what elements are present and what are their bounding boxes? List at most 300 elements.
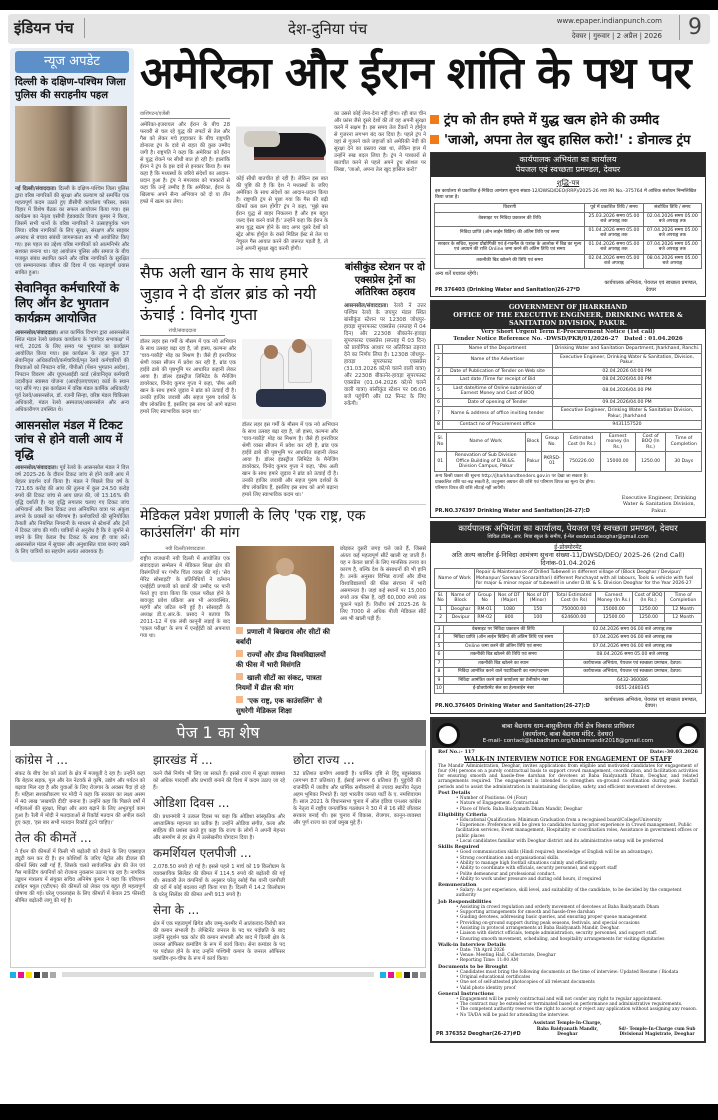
- section-item: • Place of Work: Baba Baidyanath Dham Mandir, Deoghar: [456, 806, 583, 812]
- notice-heading: WALK-IN INTERVIEW NOTICE FOR ENGAGEMENT OF STAFF: [464, 755, 672, 763]
- office-title: कार्यपालक अभियंता का कार्यालय: [519, 155, 617, 164]
- cell: 5: [435, 384, 443, 398]
- page-header: [8, 14, 710, 44]
- notice-name: Very Short Urgent Term E-Procurement Notice (1st call): [481, 329, 655, 335]
- story-text: आज कार्मिक विभाग द्वारा आसनसोल स्थित मंडल रेलवे प्रबंधक कार्यालय के 'दामोदर सभाकक्ष' में मार्च, 2026 के लिए समय पर भुगतान का कार्यक्रम आयोजित किया गया। इस कार्यक्रम के तहत कुल 37 सेवानिवृत्त अधिकारियों/कर्मचारियों/मृत रेलवे कर्मचारियों की विधवाओं को निपटान राशि, पीपीओ (पेंशन भुगतान आदेश), निपटान विवरण और यूएमआईडी कार्ड (सेवानिवृत्त कर्मचारी उदारीकृत स्वास्थ्य योजना (आरईएलएचएस) कार्ड के स्थान पर) सौंपे गए। इस कार्यक्रम में वरिष्ठ मंडल कार्मिक अधिकारी/पूर्व रेलवे/आसनसोल, डॉ. रजनी सिन्हा, वरिष्ठ मंडल चिकित्सा अधिकारी, मंडल रेलवे अस्पताल/आसनसोल और अन्य अधिकारीगण उपस्थित थे।: [15, 330, 129, 413]
- cell: Last date /Time for receipt of Bid: [443, 376, 553, 385]
- notice-content: [432, 748, 704, 1020]
- cell: कार्यपालक अभियंता, पेयजल एवं स्वच्छता प्रमण्डल, देवघर।: [563, 659, 701, 668]
- signature: कार्यपालक अभियंता, पेयजल एवं स्वच्छता प्रमण्डल, देवघर: [604, 280, 698, 293]
- cell: Devipur: [447, 614, 475, 623]
- section-item: • Assisting in protocol arrangements at Baba Baidyanath Mandir, Deoghar.: [456, 925, 620, 931]
- continued-col3: [293, 752, 421, 827]
- temple-logo-icon: [436, 723, 460, 747]
- cell: 1080: [495, 605, 524, 614]
- cell: Nos of DT (Minor): [523, 591, 552, 605]
- section-title: Documents to be Brought: [438, 963, 508, 970]
- cell: 15000.00: [595, 605, 632, 614]
- section-item: • Ability to manage high footfall situations calmly and efficiently.: [456, 860, 598, 866]
- sidebar-story-body: [15, 186, 129, 277]
- pullquote: राज्यों और डीम्ड विश्वविद्यालयों की फीस में भारी विसंगति: [236, 650, 334, 670]
- cell: Earnest Money (In Rs.): [597, 592, 631, 603]
- signature-assistant: Assistant Temple-In-Charge, Baba Baidyanath Mandir, Deoghar: [533, 1021, 602, 1038]
- table-row: [435, 421, 702, 430]
- lead-col2: [236, 111, 328, 253]
- cell: Drinking Water and Sanitation Department, Jharkhand, Ranchi.: [553, 345, 702, 354]
- notice-sections: [438, 790, 698, 1018]
- section-item: • Local candidates familiar with Deoghar district and its administrative setup will be preferred: [456, 839, 664, 845]
- note: अन्य किसी प्रकार की सूचना http://jharkhandtenders.gov.in पर देखा जा सकता है।: [435, 473, 588, 479]
- section-item: • Liaison with district officials, temple administration, security personnel, and support staff.: [456, 931, 658, 937]
- cell: 01.04.2026 समय 05.00 बजे अपराह्न तक: [585, 226, 643, 240]
- section-title: Skills Required: [438, 844, 480, 851]
- signature-incharge: Sd/- Temple-In-Charge cum Sub Divisional Magistrate, Deoghar: [618, 1026, 696, 1038]
- table-row: [435, 376, 702, 385]
- table-row: [435, 353, 702, 367]
- section-item: • Guiding devotees, addressing basic queries, and ensuring proper queue management: [456, 915, 647, 921]
- cell: 6: [435, 651, 444, 660]
- office-address: शिविल टॉउन, आर. मित्रा स्कूल के समीप, ई-मेल eedwsd.deoghar@gmail.com: [487, 534, 649, 540]
- cell: 7: [435, 407, 443, 421]
- table-row: [435, 659, 702, 668]
- cell: वेबसाइट पर निविदा प्रकाशन की तिथि: [435, 212, 585, 226]
- section-item: • Ability to coordinate with officials, security personnel, and support staff: [456, 866, 617, 872]
- continued-heading: कांग्रेस ने ...: [15, 752, 68, 767]
- continued-body: की। प्रधानमंत्री ने उत्कल दिवस पर कहा कि ओडिशा सांस्कृतिक और आध्यात्मिक महानता का प्रतीक है। उन्होंने ओडिया संगीत, कला और साहित्य की प्रशंसा करते हुए कहा कि राज्य के लोगों ने अपनी मेहनत और समर्पण से हर क्षेत्र में उल्लेखनीय योगदान दिया है।: [153, 813, 285, 841]
- table-row: [435, 240, 702, 254]
- pakur-tender-notice: [430, 300, 706, 518]
- medical-col2: [236, 546, 334, 716]
- cell: Name of Work: [435, 569, 475, 589]
- rail-story: [344, 262, 426, 408]
- cell: 750000.00: [552, 605, 595, 614]
- cell: निविदा आमंत्रित करने वाले पदाधिकारी का नाम/पदनाम: [443, 668, 563, 677]
- section-item: • Reporting Time: 11:00 AM: [456, 958, 518, 964]
- tender-header: [431, 153, 705, 177]
- cell: 08.04.2026/04.00 PM: [553, 384, 702, 398]
- issue-date: देवघर | गुरुवार | 2 अप्रैल | 2026: [571, 32, 662, 40]
- cell: 02.04.2026 04:00 PM: [553, 367, 702, 376]
- table-row: [435, 668, 702, 677]
- corrigendum-title: शुद्धि-पत्र: [556, 179, 580, 187]
- section-item: • Polite demeanour and professional conduct.: [456, 871, 556, 877]
- medical-dateline: नयी दिल्ली/संवाददाता: [140, 546, 230, 554]
- dateline: आसनसोल/संवाददाता।: [15, 465, 58, 472]
- cell: Executive Engineer, Drinking Water & Sanitation Division, Pakur, Jharkhand: [553, 407, 702, 421]
- cell: 0651-2480345: [563, 685, 701, 694]
- section-item: • Experience: Preference will be given to candidates having prior experience in Crowd management, Public facilitation services, Event management, Hospitality or coordination roles, Assistance in government offices or public places: [456, 823, 698, 839]
- cell: 750226.00: [563, 452, 600, 472]
- lead-bullet: 'जाओ, अपना तेल खुद हासिल करो!' : डोनाल्ड ट्रंप: [430, 132, 706, 149]
- temple-logo-icon: [676, 723, 700, 747]
- dateline: नई दिल्ली/संवाददाता।: [15, 186, 57, 192]
- cell: 01.04.2026 समय 05.00 बजे अपराह्न तक: [585, 240, 643, 254]
- pr-number: PR 376352 Deoghar(26-27)#D: [436, 1031, 521, 1038]
- cell: 1250.00: [635, 452, 666, 472]
- cell: निविदा आमंत्रित करने वाले कार्यालय का टेलीफोन नंबर: [443, 676, 563, 685]
- cell: Nos of DT (Major): [495, 591, 524, 605]
- section-item: • Supporting arrangements for smooth and hassle-free darshan: [456, 910, 595, 916]
- tender-header: [431, 522, 705, 543]
- cell: 02.04.2026 समय 06.00 बजे अपराह्न तक: [563, 625, 701, 634]
- continued-heading: झारखंड में ...: [153, 752, 213, 767]
- section-item: • One set of self-attested photocopies of all relevant documents: [456, 980, 595, 986]
- cell: Name of Work: [446, 432, 525, 452]
- authority-title: बाबा बैद्यनाथ धाम-बासुकीनाथ तीर्थ क्षेत्र विकास प्राधिकार: [501, 721, 635, 730]
- story-text: रेलवे ने उत्तर पश्चिम रेलवे के जयपुर मंडल स्थित बांसीकुंड स्टेशन पर 12308 जोधपुर-हावड़ा सुपरफास्ट एक्सप्रेस (सप्ताह में 04 दिन) और 22308 बीकानेर-हावड़ा सुपरफास्ट एक्सप्रेस (सप्ताह में 03 दिन) को प्रायोगिक आधार पर अतिरिक्त ठहराव देने का निर्णय लिया है। 12308 जोधपुर-हावड़ा सुपरफास्ट एक्सप्रेस (31.03.2026 को/से चलने वाली यात्रा) और 22308 बीकानेर-हावड़ा सुपरफास्ट एक्सप्रेस (01.04.2026 को/से चलने वाली यात्रा) बांसीकुंड स्टेशन पर 06:06 बजे पहुंचेंगी और 02 मिनट के लिए रुकेंगी।: [344, 302, 426, 407]
- saif-body-row: [140, 339, 338, 499]
- section-item: • Salary: As per experience, skill level, and suitability of the candidate, to be decided by the competent authority: [456, 888, 682, 899]
- news-update-sidebar: [10, 48, 134, 562]
- cell: 3: [435, 367, 443, 376]
- table-row: [435, 452, 702, 472]
- section-title: देश-दुनिया पंच: [288, 20, 368, 38]
- medical-headline: मेडिकल प्रवेश प्रणाली के लिए 'एक राष्ट्र, एक काउंसलिंग' की मांग: [140, 507, 366, 541]
- lead-col1: [140, 111, 230, 206]
- dateline: आसनसोल/संवाददाता।: [15, 330, 58, 336]
- cell: Estimated Cost (In Rs.): [563, 432, 600, 452]
- tender-footer: [431, 278, 705, 296]
- dateline: आसनसोल/संवाददाता।: [344, 302, 389, 309]
- cell: 25.03.2026 समय 05.00 बजे अपराह्न तक: [585, 212, 643, 226]
- section-item: • Venue: Meeting Hall, Collectorate, Deoghar: [456, 953, 556, 959]
- table-row: [435, 254, 702, 268]
- continued-heading: ओडिशा दिवस ...: [153, 795, 230, 810]
- cell: कार्यपालक अभियंता, पेयजल एवं स्वच्छता प्रमण्डल, देवघर।: [563, 668, 701, 677]
- saif-story: [140, 262, 338, 499]
- section-title: General Instructions: [438, 990, 494, 997]
- cell: सरकार के सचिव, सूचना प्रौद्योगिकी एवं ई-गवर्नेंस के पत्रांक के आलोक में बिड का मूल्य एवं अग्रधन की राशि Online जमा करने की अंतिम तिथि एवं समय: [435, 240, 585, 254]
- sidebar-headline: सेवानिवृत कर्मचारियों के लिए ऑन डेट भुगतान कार्यक्रम आयोजित: [15, 281, 119, 325]
- table-row: [435, 212, 702, 226]
- cell: Last date/time of Online submission of Earnest Money and Cost of BOQ: [443, 384, 553, 398]
- cell: Sl. No: [435, 432, 447, 452]
- section-item: • Number of Positions: 04 (Four): [456, 795, 528, 801]
- story-text: दिल्ली के दक्षिण-पश्चिम जिला पुलिस द्वारा वरिष्ठ नागरिकों की सुरक्षा और कल्याण को समर्पित एक महत्वपूर्ण कदम उठाते हुए डीसीपी कार्यालय परिसर, वसंत विहार में विशेष बैठक का सफल आयोजन किया गया। इस कार्यक्रम का नेतृत्व एसीपी हेडक्वार्टर विजय कुमार ने किया, जिसमें सभी थानों के वरिष्ठ नागरिकों ने उत्साहपूर्वक भाग लिया। वरिष्ठ नागरिकों के लिए सुरक्षा, संरक्षण और साइबर अपराध से बचाव संबंधी जागरूकता सत्र भी आयोजित किए गए। इस पहल का उद्देश्य वरिष्ठ नागरिकों को आत्मनिर्भर और सशक्त बनाना था। यह आयोजन पुलिस और समाज के बीच मजबूत संबंध स्थापित करने और वरिष्ठ नागरिकों के सुरक्षित एवं सम्मानजनक जीवन की दिशा में एक महत्वपूर्ण प्रयास साबित हुआ।: [15, 186, 130, 276]
- cell: 07.04.2026 समय 05.00 बजे अपराह्न तक: [643, 226, 701, 240]
- notice-footer: [432, 1019, 704, 1041]
- cell: 8: [435, 421, 443, 430]
- continued-heading: छोटा राज्य ...: [293, 752, 355, 767]
- office-title: OFFICE OF THE EXECUTIVE ENGINEER, DRINKING WATER & SANITATION DIVISION, PAKUR.: [453, 311, 683, 327]
- cell: पूर्व में प्रकाशित तिथि / समय: [585, 204, 643, 213]
- oil-tanker-photo: [236, 111, 326, 173]
- cell: 07.04.2026 समय 06.00 बजे अपराह्न तक: [563, 634, 701, 643]
- page-number: 9: [679, 15, 702, 40]
- section-item: • Strong coordination and organisational skills.: [456, 855, 560, 861]
- cell: Total Estimated Cost (In Rs): [552, 591, 595, 605]
- cell: Deoghar: [447, 605, 475, 614]
- masthead-brand: इंडियन पंच: [14, 18, 85, 38]
- cell: 15000.00: [600, 452, 635, 472]
- table-row: [435, 367, 702, 376]
- cell: 30 Days: [666, 452, 702, 472]
- cell: Name of the Department: [443, 345, 553, 354]
- sidebar-headline: दिल्ली के दक्षिण-पश्चिम जिला पुलिस की सराहनीय पहल: [15, 77, 126, 101]
- cell: Time of Completion: [665, 591, 702, 605]
- cell: Date of opening of Tender: [443, 398, 553, 407]
- saif-dateline: रांची/संवाददाता: [140, 328, 225, 336]
- cell: 9431157520: [553, 421, 702, 430]
- color-registration-marks: [10, 972, 426, 978]
- continued-body: 2,078.50 रुपये हो गई है। इससे पहले 1 मार्च को 19 किलोग्राम के व्यावसायिक सिलेंडर की कीमत में 114.5 रुपये की बढ़ोतरी की गई थी। सरकारी तेल कंपनियों के अनुसार घरेलू रसोई गैस यानी एलपीजी की दरों में कोई बदलाव नहीं किया गया है। दिल्ली में 14.2 किलोग्राम के घरेलू सिलेंडर की कीमत अभी 913 रुपये है।: [153, 863, 285, 898]
- authority-email[interactable]: E-mail- contact@babadham.org/babamandir2018@gmail.com: [482, 737, 654, 744]
- temple-header: [432, 719, 704, 748]
- table-row: [435, 651, 702, 660]
- section-title: Remuneration: [438, 882, 477, 889]
- cell: 9: [435, 676, 444, 685]
- cell: Group No: [475, 591, 495, 605]
- section-item: • Educational Qualification: Minimum Graduation from a recognised board/College/University: [456, 817, 662, 823]
- section-item: • Engagement will be purely contractual and will not confer any right to regular appointment.: [456, 996, 662, 1002]
- continued-col1: [15, 752, 145, 905]
- note: प्राक्कलित राशि घट-बढ़ सकती है, तदनुसार अग्रधन की राशि एवं परिमाण विपत्र का मूल्य देय होगा।: [435, 479, 595, 485]
- cell: निविदा प्राप्ति (ऑन लाईन बिडिंग) की अंतिम तिथि एवं समय: [443, 634, 563, 643]
- reference-no: Ref No.:- 117: [438, 748, 475, 755]
- section-item: • Valid photo identity proof: [456, 985, 516, 991]
- note: परिमाण विपत्र की राशि लौटाई नहीं जायेगी।: [435, 485, 506, 491]
- cell: Date of Publication of Tender on Web site: [443, 367, 553, 376]
- cell: 2: [435, 353, 443, 367]
- table-row: [435, 634, 702, 643]
- work-description-table: [434, 568, 702, 589]
- table-row: [435, 226, 702, 240]
- continued-body: 32 प्रतिशत ग्रामीण आबादी है। धार्मिक दृष्टि से हिंदू बहुसंख्यक (लगभग 87 प्रतिशत) हैं, ईसाई लगभग 6 प्रतिशत हैं। पुडुचेरी की राजनीति में जातीय और धार्मिक समीकरणों से ज्यादा स्थानीय नेतृत्व अहम भूमिका निभाते हैं। यहां भारतीय जनता पार्टी के ए. नमशिवायम हैं। साल 2021 के विधानसभा चुनाव में ऑल इंडिया एनआर कांग्रेस के नेतृत्व में राष्ट्रीय जनतांत्रिक गठबंधन ने 30 में से 16 सीटें जीतकर सरकार बनाई थी। इस चुनाव में विकास, रोजगार, कानून-व्यवस्था और पूर्ण राज्य का दर्जा प्रमुख मुद्दे हैं।: [293, 770, 421, 826]
- cell: 4: [435, 376, 443, 385]
- right-region: [430, 112, 706, 1043]
- table-row: [435, 591, 702, 605]
- cell: 3: [435, 625, 444, 634]
- cell: 100: [523, 614, 552, 623]
- saif-col2: [242, 339, 338, 499]
- table-row: [435, 614, 702, 623]
- cell: Executive Engineer, Drinking Water & Sanitation, Division, Pakur.: [553, 353, 702, 367]
- cell: 1250.00: [632, 605, 665, 614]
- table-row: [435, 685, 702, 694]
- continued-body: ने ईंधन की कीमतों में किसी भी बढ़ोतरी को रोकने के लिए एक्साइज ड्यूटी कम कर दी है। इन कोशिशों के जरिए पेट्रोल और डीजल की कीमतें स्थिर रखी गई हैं, जिसके चलते सार्वजनिक क्षेत्र की तेल एवं गैस मार्केटिंग कंपनियों को रोजाना नुकसान उठाना पड़ रहा है। नागरिक उड्डयन मंत्रालय में संयुक्त सचिव अनिमेष कुमार ने कहा कि एविएशन टर्बाइन फ्यूल (एटीएफ) की कीमतों को लेकर एक बहुत ही महत्वपूर्ण घोषणा की गई। घरेलू एयरलाइंस के लिए कीमतों में केवल 25 फीसदी सीमित बढ़ोतरी लागू की गई है।: [15, 848, 145, 904]
- pr-number: PR.NO.376397 Drinking Water and Sanitation(26-27):D: [435, 507, 590, 514]
- notice-date: Date:-30.03.2026: [649, 748, 698, 755]
- continued-heading: तेल की कीमतें ...: [15, 830, 92, 845]
- medical-body-col2: छोड़कर दूसरी जगह चले जाते हैं, जिससे अंततः कई महत्वपूर्ण सीटें खाली रह जाती हैं। यह न केवल छात्रों के लिए मानसिक तनाव का कारण है, बल्कि देश के संसाधनों की भी हानि है। उनके अनुसार विभिन्न राज्यों और डीम्ड विश्वविद्यालयों की फीस संरचना में भारी असमानता है। जहां कई स्थानों पर 15,000 रुपये तक फीस है, वहीं 60,000 रुपये तक चुकाने पड़ते हैं। वित्तीय वर्ष 2025-26 के लिए 7000 से अधिक पीजी मेडिकल सीटें अब भी खाली पड़ी हैं।: [340, 545, 426, 622]
- lead-headline: अमेरिका और ईरान शांति के पथ पर: [140, 48, 691, 99]
- cell: 6432-360086: [563, 676, 701, 685]
- cell: तकनीकी बिड खोलने की तिथि एवं समय: [443, 651, 563, 660]
- cell: 10: [436, 686, 442, 691]
- table-row: [435, 642, 702, 651]
- lead-body-col1: अमेरिका-इजरायल और ईरान के बीच 28 फरवरी से चल रहे युद्ध की लपटों से तेल और गैस को लेकर मचे हाहाकार के बीच राष्ट्रपति डोनाल्ड ट्रंप के दावे से राहत की कुछ उम्मीद जगी है। राष्ट्रपति ने कहा कि अमेरिका को ईरान से युद्ध रोकने पर सीधी बात हो रही है। हालांकि ईरान ने ट्रंप के इस दावे से इनकार किया है। बस कहा है कि मध्यस्थों के जरिये संदेशों का आदान-प्रदान हुआ है। ट्रंप ने मंगलवार को पत्रकारों से कहा कि उन्हें उम्मीद है कि अमेरिका, ईरान के खिलाफ अपने सैन्य अभियान को दो या तीन हफ्ते में खत्म कर लेगा।: [140, 121, 230, 205]
- cell: 2: [435, 614, 447, 623]
- cell: 09.04.2026/04.00 PM: [553, 398, 702, 407]
- cell: 800: [495, 614, 524, 623]
- cell: Sl. No: [435, 591, 447, 605]
- cell: 5: [435, 642, 444, 651]
- table-row: [435, 676, 702, 685]
- section-title: Walk-in Interview Details: [438, 941, 506, 948]
- section-item: • Date: 7th April 2026: [456, 947, 505, 953]
- registration-bar: [62, 972, 374, 977]
- cell: तकनीकी बिड खोलने की तिथि एवं समय: [435, 254, 585, 268]
- section-item: • Providing on-ground support during peak seasons, festivals, and special occasions: [456, 920, 640, 926]
- cell: Cost of BOQ (In Rs.): [635, 432, 666, 452]
- table-row: [435, 204, 702, 213]
- corrigendum-intro: इस कार्यालय से प्रकाशित ई-निविदा आमंत्रण सूचना संख्या-12/DWSD/DEO(RRP)/2025-26 तथा PR No.-375764 में आंशिक संशोधन निम्नलिखित किया जाता है।: [435, 189, 697, 200]
- saif-ali-khan-photo: [242, 339, 332, 419]
- sidebar-headline: आसनसोल मंडल में टिकट जांच से होने वाली आय में वृद्धि: [15, 418, 123, 461]
- tender-info-table: [434, 625, 702, 694]
- tender-header: [431, 301, 705, 329]
- tender-footer: [431, 493, 705, 518]
- cell: Name of the Advertiser: [443, 353, 553, 367]
- senior-citizens-photo: [15, 106, 127, 182]
- medical-col1: [140, 546, 230, 641]
- cell: 1: [435, 345, 443, 354]
- cell: 12 Month: [665, 614, 702, 623]
- pr-number: PR 376403 (Drinking Water and Sanitation)26-27*D: [435, 286, 581, 293]
- section-item: • The competent authority reserves the right to accept or reject any application without assigning any reason.: [456, 1007, 698, 1013]
- cell: PKRSD-01: [541, 452, 563, 472]
- continued-section: [10, 750, 426, 968]
- walk-in-interview-notice: [430, 717, 706, 1043]
- cell: Time of Completion: [666, 432, 702, 452]
- notice-date: Dated : 01.04.2026: [624, 336, 683, 342]
- section-title: Eligibility Criteria: [438, 811, 487, 818]
- section-item: • No TA/DA will be paid for attending the interview.: [456, 1012, 570, 1018]
- authority-subtitle: (कार्यालय, बाबा बैद्यनाथ मंदिर, देवघर): [522, 729, 614, 738]
- table-row: [435, 398, 702, 407]
- lead-body-col3: का उससे कोई लेना-देना नहीं होगा। रही बात चीन और फ्रांस जैसे दूसरे देशों की तो वह अपनी सुरक्षा करने में सक्षम है। इस समय तेल टैंकरों ने होर्मुज से गुजरना लगभग बंद कर दिया है। पहले ट्रंप ने वहां से गुजरने वाले जहाजों को अमेरिकी नेवी की सुरक्षा देने का प्रस्ताव रखा था, लेकिन हाल में उन्होंने रुख बदल लिया है। ट्रंप ने पत्रकारों से बातचीत करने से पहले अपने ट्रुथ सोशल पर लिखा, 'जाओ, अपना तेल खुद हासिल करो!': [334, 111, 426, 173]
- cell: 02.04.2026 समय 05.00 बजे अपराह्न तक: [643, 212, 701, 226]
- office-subtitle: पेयजल एवं स्वच्छता प्रमण्डल, देवघर: [515, 165, 621, 174]
- reference-no: Tender Notice Reference No. -DWSD/PKR/01/2026-27: [453, 336, 619, 342]
- lead-col3: [334, 111, 426, 174]
- cell: Name of Block: [447, 591, 475, 605]
- signature: कार्यपालक अभियंता, पेयजल एवं स्वच्छता प्रमण्डल, देवघर।: [604, 696, 698, 709]
- lead-body-col2: कोई सीधी बातचीत हो रही है। लेकिन इस बात की पुष्टि की है कि देश ने मध्यस्थों के जरिए अमेरिका के साथ संदेशों का आदान-प्रदान किया है। राष्ट्रपति ट्रंप से पूछा गया कि गैस की बढ़ी कीमतें कब कम होंगी? ट्रंप ने कहा, 'मुझे बस ईरान युद्ध से बाहर निकलना है और हम बहुत जल्द ऐसा करने वाले हैं।' उन्होंने कहा कि ईरान के साथ युद्ध खत्म होने के बाद अगर दूसरे देशों को स्ट्रेट ऑफ होर्मुज के रास्ते मिडिल ईस्ट से तेल या नेचुरल गैस आयात करने की जरूरत पड़ती है, तो उन्हें अपनी सुरक्षा खुद करनी होगी।: [236, 176, 328, 252]
- cell: संशोधित तिथि / समय: [643, 204, 701, 213]
- cell: 02.04.2026 समय 05.00 बजे अपराह्न: [585, 254, 643, 268]
- medical-story: [140, 504, 426, 716]
- tender-info-table: [434, 344, 702, 430]
- notice-title: अति अल्प कालीन ई-निविदा आमंत्रण सूचना संख्या-11/DWSD/DEO/ 2025-26 (2nd Call) दिनांक-01.04.2026: [451, 551, 685, 567]
- cell: तकनीकी बिड खोलने का स्थान: [443, 659, 563, 668]
- saif-body-col2: डॉलर लहर इस गर्मी के मौसम में एक नये अभियान के साथ उत्साह बढ़ा रहा है, जो हास्य, कल्पना और 'चाय-पकौड़े' मोड़ का मिश्रण है। जैसे ही इनरवियर श्रेणी व्यस्त सीजन में प्रवेश कर रही है, ब्रांड एक हाईवे ढाबे की पृष्ठभूमि पर आधारित कहानी लेकर आया है। डॉलर इंडस्ट्रीज लिमिटेड के मैनेजिंग डायरेक्टर, विनोद कुमार गुप्ता ने कहा, 'सैफ अली खान के साथ हमारे जुड़ाव ने ब्रांड को ऊंचाई दी है। उनकी हाजिर जवाबी और सहज पुरुष दर्शकों के बीच लोकप्रिय हैं, इसलिए इस साथ को आगे बढ़ाना हमारे लिए स्वाभाविक कदम था।': [242, 421, 338, 498]
- work-table: [434, 591, 702, 623]
- cell: 01: [435, 452, 447, 472]
- continued-banner: पेज 1 का शेष: [10, 720, 426, 746]
- cell: Online जमा करने की अंतिम तिथि एवं समय: [443, 642, 563, 651]
- cell: निविदा प्राप्ति (ऑन लाईन बिडिंग) की अंतिम तिथि एवं समय: [435, 226, 585, 240]
- section-item: • Nature of Engagement: Contractual: [456, 801, 539, 807]
- rail-headline: बांसीकुंड स्टेशन पर दो एक्सप्रेस ट्रेनों का अतिरिक्त ठहराव: [344, 262, 426, 298]
- continued-body: करने जैसे निर्णय भी लिए जा सकते हैं। इससे राज्य में सुरक्षा व्यवस्था को अधिक पारदर्शी और प्रभावी बनाने की दिशा में कदम उठाए जा रहे हैं।: [153, 770, 285, 791]
- tender-notes: [431, 473, 705, 493]
- deoghar-tender-notice: [430, 521, 706, 714]
- government-title: GOVERNMENT OF JHARKHAND: [508, 303, 628, 311]
- cell: 8: [435, 668, 444, 677]
- section-item: • Original educational certificates: [456, 975, 531, 980]
- work-table: [434, 432, 702, 472]
- section-item: • Good communication skills (Hindi required; knowledge of English will be an advantage).: [456, 850, 654, 856]
- cell: Contact no of Procurement office: [443, 421, 553, 430]
- press-conference-photo: [236, 546, 334, 624]
- office-title: कार्यपालक अभियंता का कार्यालय, पेयजल एवं स्वच्छता प्रमण्डल, देवघर: [458, 524, 678, 534]
- cell: 12500.00: [595, 614, 632, 623]
- news-update-tag: न्यूज अपडेट: [15, 51, 129, 73]
- table-row: [435, 384, 702, 398]
- cell: विवरणी: [435, 204, 585, 213]
- tender-footer: [431, 695, 705, 713]
- notice-title: [431, 329, 705, 343]
- notice-intro: The Mandir Administration, Deoghar, invites applications from eligible and motivated candidates for engagement of four (04) persons on a purely contractual basis to support crowd management, coordination, and facilitation activities for ensuring smooth and hassle-free darshan for devotees at Baba Baidyanath Dham, Deoghar, and related arrangements required. The engagement is intended to strengthen on-ground coordination during peak footfall periods and to assist the administration in maintaining discipline, safety, and efficient movement of devotees.: [438, 763, 698, 790]
- continued-heading: कमर्शियल एलपीजी ...: [153, 845, 252, 860]
- corrigendum-tender-notice: [430, 152, 706, 297]
- eprocurement-title: ई-प्रोक्योरमेंट: [554, 544, 582, 551]
- cell: 07.04.2026 समय 05.00 बजे अपराह्न तक: [643, 240, 701, 254]
- saif-rail-row: [140, 258, 426, 499]
- continued-body: क्षेत्र में एक महत्वपूर्ण ब्रिगेड और जम्मू-कश्मीर में आतंकवाद-विरोधी बल की कमान संभाली है। लेफ्टिनेंट जनरल के पद पर पदोन्नति के बाद उन्होंने सुदर्शन चक्र कोर की कमान संभाली और बाद में दिल्ली क्षेत्र के जनरल ऑफिसर कमांडिंग के रूप में कार्य किया। सेना कमांडर के पद पर पदोन्नत होने के बाद उन्होंने पश्चिमी कमान के जनरल ऑफिसर कमांडिंग-इन-चीफ के रूप में कार्य किया।: [153, 920, 285, 962]
- epaper-url[interactable]: www.epaper.indianpunch.com: [556, 17, 662, 25]
- cell: Name & address of office inviting tender: [443, 407, 553, 421]
- lead-dateline: वाशिंगटन/एजेंसी: [140, 111, 230, 119]
- lead-story: [140, 111, 426, 253]
- cell: RM-01: [475, 605, 495, 614]
- cell: RM-02: [475, 614, 495, 623]
- cell: 1250.00: [632, 614, 665, 623]
- cell: वेबसाइट पर निविदा प्रकाशन की तिथि: [443, 625, 563, 634]
- cell: 08.04.2026/04.00 PM: [553, 376, 702, 385]
- story-text: पूर्व रेलवे के आसनसोल मंडल ने वित्त वर्ष 2025-26 के दौरान टिकट जांच से होने वाली आय में बेहतर प्रदर्शन दर्ज किया है। मंडल ने पिछले वित्त वर्ष के 721.65 करोड़ की आय की तुलना में कुल 24.50 करोड़ रुपये की टिकट जांच से आय प्राप्त की, जो 13.16% की वृद्धि दर्शाती है। यह वृद्धि लगातार चलाए गए टिकट जांच अभियानों और बिना टिकट तथा अनियमित यात्रा पर अंकुश लगाने के प्रयासों का परिणाम है। कर्मचारियों की सुनियोजित तैनाती और नियमित निगरानी के माध्यम से स्टेशनों और ट्रेनों में टिकट जांच की गयी। यात्रियों से अनुरोध है कि वे जुर्माने से बचने के लिए केवल वैध टिकट के साथ ही यात्रा करें। आसनसोल मंडल में सुचारू और अनुशासित यात्रा बनाए रखने के लिए यात्रियों का सहयोग अत्यंत आवश्यक है।: [15, 465, 130, 556]
- section-item: • The contract may be extended or terminated based on performance and administrative requirements.: [456, 1002, 683, 1008]
- signature: Executive Engineer, Drinking Water & Sanitation Division, Pakur.: [621, 494, 697, 514]
- pullquote: प्रणाली में बिखराव और सीटों की बर्बादी: [236, 627, 334, 647]
- corrigendum-note: अन्य शर्तें यथावत रहेंगी।: [435, 270, 478, 277]
- section-title: Post Details: [438, 789, 471, 796]
- bottom-border: [0, 1104, 718, 1120]
- medical-body-col1: राष्ट्रीय राजधानी नयी दिल्ली में आयोजित एक संवाददाता सम्मेलन में मेडिकल शिक्षा क्षेत्र की विसंगतियों पर गंभीर चिंता व्यक्त की गई। 'सेव मेरिट सोसाइटी' के प्रतिनिधियों ने वर्तमान एनईईटी प्रणाली को छात्रों की उम्मीद पर पानी फेरते हुए दावा किया कि एकल परीक्षा होने के बावजूद प्रवेश प्रक्रिया अब भी अव्यवस्थित, महंगी और जटिल बनी हुई है। सोसाइटी के अध्यक्ष डी.ए.आर.के. प्रसाद ने बताया कि 2011-12 में एक लंबी कानूनी लड़ाई के बाद 'एकल परीक्षा' के रूप में एनईईटी को अपनाया गया था।: [140, 556, 230, 639]
- cell: 08.04.2026 समय 05.00 बजे अपराह्न: [563, 651, 701, 660]
- rail-body: [344, 303, 426, 408]
- continued-heading: सेना के ...: [153, 902, 200, 917]
- lead-bullet: ट्रंप को तीन हफ्ते में युद्ध खत्म होने की उम्मीद: [430, 112, 706, 129]
- table-row: [435, 407, 702, 421]
- section-title: Job Responsibilities: [438, 898, 492, 905]
- cell: 624600.00: [552, 614, 595, 623]
- cell: 07.04.2026 समय 06.00 बजे अपराह्न तक: [563, 642, 701, 651]
- cell: Repair & Maintenance of Drilled Tubewell in different village of (Block Deoghar / Devipur/ Mohanpur/ Sarwan/ Sonaraithari) different Panchayat with all labours, Tools & vehicle with fuel for major & minor repair of tubewell in under D.W. & S. Division Deoghar for the Year 2026-27: [475, 569, 702, 589]
- saif-headline: सैफ अली खान के साथ हमारे जुड़ाव ने दी डॉलर ब्रांड को नयी ऊंचाई : विनोद गुप्ता: [140, 263, 317, 324]
- corrigendum-table: [434, 203, 702, 269]
- saif-body: डॉलर लहर इस गर्मी के मौसम में एक नये अभियान के साथ उत्साह बढ़ा रहा है, जो हास्य, कल्पना और 'चाय-पकौड़े' मोड़ का मिश्रण है। जैसे ही इनरवियर श्रेणी व्यस्त सीजन में प्रवेश कर रही है, ब्रांड एक हाईवे ढाबे की पृष्ठभूमि पर आधारित कहानी लेकर आया है। डॉलर इंडस्ट्रीज लिमिटेड के मैनेजिंग डायरेक्टर, विनोद कुमार गुप्ता ने कहा, 'सैफ अली खान के साथ हमारे जुड़ाव ने ब्रांड को ऊंचाई दी है। उनकी हाजिर जवाबी और सहज पुरुष दर्शकों के बीच लोकप्रिय हैं, इसलिए इस साथ को आगे बढ़ाना हमारे लिए स्वाभाविक कदम था।': [140, 338, 236, 415]
- cell: Block: [525, 432, 541, 452]
- cell: Cost of BOQ (In Rs.): [632, 591, 665, 605]
- sidebar-story-body: [15, 465, 129, 556]
- cell: 12 Month: [665, 605, 702, 614]
- table-row: [435, 605, 702, 614]
- cell: 4: [435, 634, 444, 643]
- section-item: • Ensuring smooth movement, scheduling, and hospitality arrangements for visiting dignitaries: [456, 936, 665, 942]
- continued-col2: [153, 752, 285, 963]
- section-item: • Ability to work under pressure and during odd hours, if required: [456, 876, 602, 882]
- pullquote: 'एक राष्ट्र, एक काउंसलिंग' से सुधरेगी मेडिकल शिक्षा: [236, 696, 334, 716]
- sidebar-story-body: [15, 330, 129, 414]
- medical-row: [140, 546, 426, 716]
- top-border: [0, 0, 718, 10]
- table-row: [435, 625, 702, 634]
- section-item: • Assisting in crowd regulation and orderly movement of devotees at Baba Baidyanath Dham: [456, 904, 660, 910]
- cell: 1: [435, 605, 447, 614]
- continued-body: संकट के बीच देश को ऊर्जा के क्षेत्र में मजबूती दे रहा है। उन्होंने कहा कि बेहतर सड़क, पुल और रेल नेटवर्क से कृषि, उद्योग और पर्यटन को बढ़ावा मिल रहा है और युवाओं के लिए रोजगार के अवसर पैदा हो रहे हैं। महिला सशक्तीकरण पर मोदी ने कहा कि सरकार का लक्ष्य असम में 40 लाख 'लखपति दीदी' बनाना है। उन्होंने कहा कि पिछले वर्षों में महिलाओं की सुरक्षा, शिक्षा और आय बढ़ाने के लिए अभूतपूर्व काम हुआ है। रैली में मोदी ने मतदाताओं से रिकॉर्ड मतदान की अपील करते हुए कहा, 'इस बार सभी मतदान रिकॉर्ड टूटने चाहिए।': [15, 770, 145, 826]
